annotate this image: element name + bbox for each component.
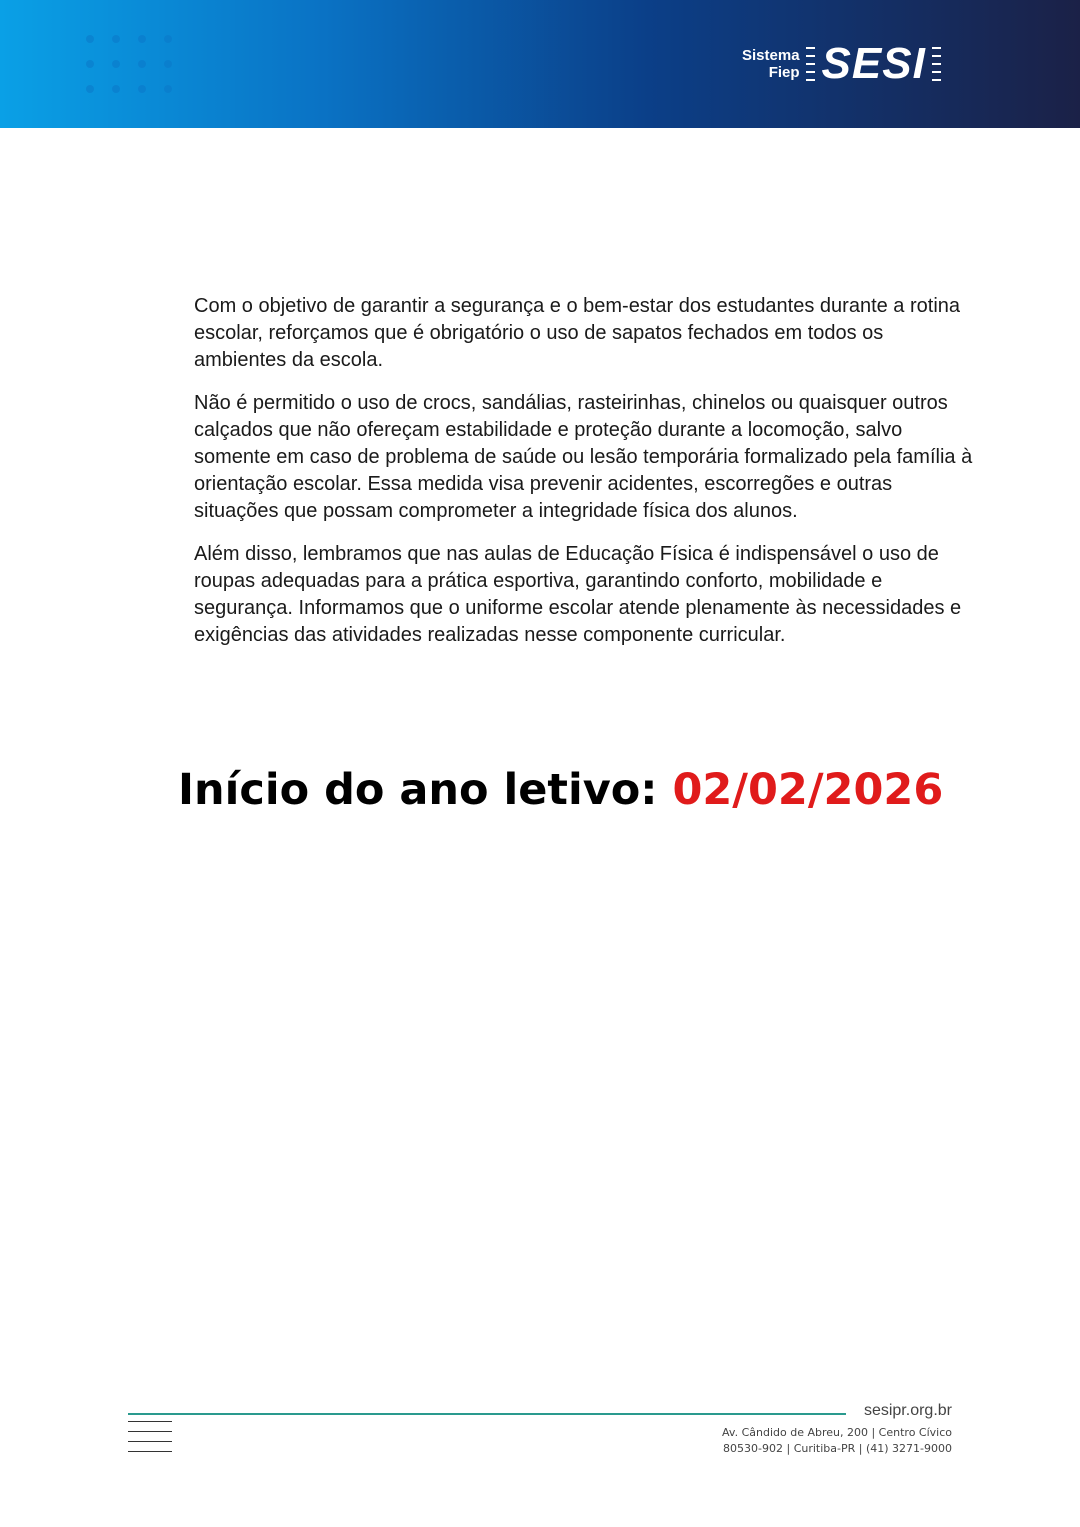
footer-website: sesipr.org.br — [863, 1402, 952, 1419]
header-band — [0, 0, 1080, 128]
footer-lines-icon — [128, 1421, 172, 1455]
paragraph-physical-education: Além disso, lembramos que nas aulas de Educação Física é indispensável o uso de roupas adequadas para a prática esportiva, garantindo conforto, mobilidade e segurança. Informamos que o uniforme escolar atende plenamente às necessidades e exigências das atividades realizadas nesse componente curricular. — [194, 543, 962, 646]
footer-address — [722, 1425, 952, 1457]
sesi-logo — [742, 39, 948, 88]
logo-sesi-wordmark: SESI — [821, 39, 926, 88]
headline-date: 02/02/2026 — [672, 765, 944, 815]
notice-body — [194, 293, 974, 665]
footer-address-line1: Av. Cândido de Abreu, 200 | Centro Cívico — [722, 1426, 952, 1439]
logo-line-fiep: Fiep — [768, 64, 800, 81]
logo-sistema-fiep — [742, 47, 800, 81]
logo-line-sistema: Sistema — [742, 47, 800, 64]
logo-separator-icon — [806, 45, 816, 83]
dot-grid-decoration — [80, 30, 180, 100]
paragraph-closed-shoes: Com o objetivo de garantir a segurança e o bem-estar dos estudantes durante a rotina escolar, reforçamos que é obrigatório o uso de sapatos fechados em todos os ambientes da escola. — [194, 295, 961, 371]
headline-label: Início do ano letivo: — [178, 765, 673, 815]
paragraph-forbidden-footwear: Não é permitido o uso de crocs, sandálias, rasteirinhas, chinelos ou quaisquer outros calçados que não ofereçam estabilidade e proteção durante a locomoção, salvo somente em caso de problema de saúde ou lesão temporária formalizado pela família à orientação escolar. Essa medida visa prevenir acidentes, escorregões e outras situações que possam comprometer a integridade física dos alunos. — [194, 392, 973, 522]
footer-address-line2: 80530-902 | Curitiba-PR | (41) 3271-9000 — [723, 1442, 952, 1455]
logo-separator-icon-right — [932, 45, 942, 83]
school-year-start-headline — [178, 758, 943, 822]
footer-divider — [128, 1413, 846, 1415]
